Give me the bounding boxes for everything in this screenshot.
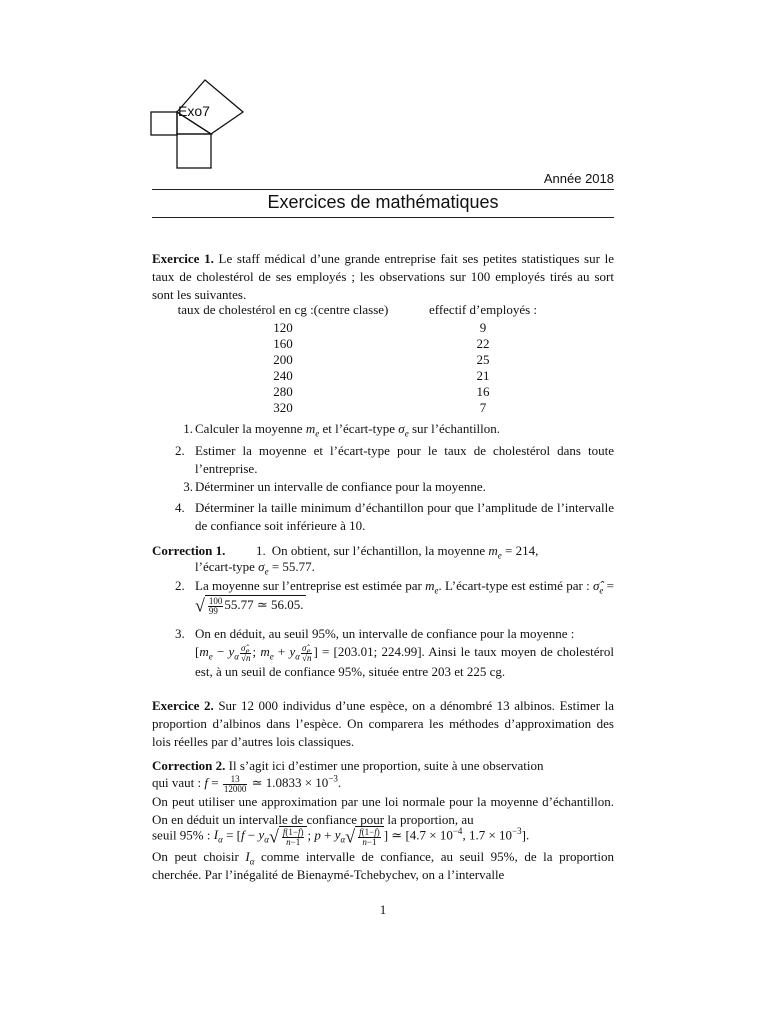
- pythagoras-logo-icon: [150, 78, 245, 170]
- exercise-1-question-4: 4. Déterminer la taille minimum d’échantillon pour que l’amplitude de l’intervalle de confiance soit inférieure à 10.: [175, 500, 614, 533]
- correction-2-line-2: qui vaut : f = $\frac{13}{12000}$ ≃ $1.0833 \times 10^{-3}$.: [152, 773, 342, 794]
- header-year: Année 2018: [543, 171, 614, 186]
- exercise-2-text: Sur 12 000 individus d’une espèce, on a dénombré 13 albinos. Estimer la proportion d’albinos dans l’espèce. On comparera les méthodes d’approximation des lois réelles par d’autres lois classiques.: [152, 698, 615, 749]
- correction-2-line-1: Correction 2. Il s’agit ici d’estimer une proportion, suite à une observation: [152, 758, 544, 773]
- exercise-1-question-2: 2. Estimer la moyenne et l’écart-type pour le taux de cholestérol dans toute l’entreprise.: [175, 443, 614, 476]
- exo7-logo: [150, 78, 245, 170]
- table-cell-taux: 120: [273, 320, 293, 335]
- correction-2-para-3: On peut choisir $I_\alpha$ comme intervalle de confiance, au seuil 95%, de la proportion cherchée. Par l’inégalité de Bienaymé-Tchebychev, on a l’intervalle: [152, 849, 615, 882]
- exercise-1-question-3: 3. Déterminer un intervalle de confiance pour la moyenne.: [183, 479, 486, 494]
- table-cell-taux: 240: [273, 368, 293, 383]
- table-header-effectif: effectif d’employés :: [428, 302, 538, 317]
- logo-text: Exo7: [178, 103, 210, 119]
- table-cell-taux: 200: [273, 352, 293, 367]
- exercise-1-intro: [152, 250, 614, 304]
- cholesterol-table: [152, 301, 614, 419]
- page-title: Exercices de mathématiques: [267, 192, 499, 212]
- page-number: 1: [379, 902, 387, 917]
- correction-1-item-2: 2. La moyenne sur l’entreprise est estimée par $m_e$. L’écart-type est estimé par : $\sigmâ_e$ = √ $\frac{100}{99}$ 55.77 ≃ 56.05.: [175, 578, 614, 616]
- exercise-2-label: Exercice 2.: [152, 698, 214, 713]
- correction-2-para-2: On peut utiliser une approximation par une loi normale pour la moyenne d’échantillon. On en déduit un intervalle de confiance pour la proportion, au: [152, 794, 614, 827]
- table-cell-effectif: 16: [476, 384, 490, 399]
- correction-1-item-1: 1. On obtient, sur l’échantillon, la moyenne $m_e = 214$,: [256, 543, 539, 561]
- exercise-1-text: Le staff médical d’une grande entreprise fait ses petites statistiques sur le taux de cholestérol de ses employés ; les observations sur 100 employés tirés au sort sont les suivantes.: [152, 251, 614, 302]
- table-cell-taux: 280: [273, 384, 293, 399]
- correction-1-label: Correction 1.: [152, 543, 226, 558]
- exercise-2: [152, 697, 614, 751]
- correction-2-label: Correction 2.: [152, 758, 226, 773]
- exercise-1-question-1: 1. Calculer la moyenne $m_e$ et l’écart-type $\sigma_e$ sur l’échantillon.: [183, 421, 501, 439]
- correction-2-interval: seuil 95% : $I_\alpha = [f - y_\alpha√$ $\frac{f(1-f)}{n-1}$ ; $p + y_\alpha√$ $\frac{f(1-f)}{n-1}$ ] ≃ [$4.7 \times 10^{-4}$, $1.7 \times 10^{-3}$].: [152, 825, 530, 847]
- table-cell-effectif: 25: [476, 352, 490, 367]
- exercise-1-label: Exercice 1.: [152, 251, 214, 266]
- table-cell-effectif: 21: [476, 368, 490, 383]
- table-cell-effectif: 7: [479, 400, 487, 415]
- table-cell-taux: 320: [273, 400, 293, 415]
- header-rule-bottom: [152, 217, 614, 218]
- table-cell-effectif: 22: [476, 336, 490, 351]
- table-cell-effectif: 9: [479, 320, 487, 335]
- table-header-taux: taux de cholestérol en cg :(centre classe): [177, 302, 389, 317]
- correction-1-item-1-cont: l’écart-type $\sigma_e = 55.77$.: [195, 559, 315, 577]
- correction-1-item-3: 3. On en déduit, au seuil 95%, un intervalle de confiance pour la moyenne : [$m_e - y_\alpha$ $\frac{\sigmâ_e}{√n}$ ; $m_e + y_\alpha$ $\frac{\sigmâ_e}{√n}$ ] = [203.01; 224.99]. Ainsi le taux moyen de cholestérol est, à un seuil de confiance 95%, située entre 203 et 225 cg.: [175, 626, 614, 679]
- table-cell-taux: 160: [273, 336, 293, 351]
